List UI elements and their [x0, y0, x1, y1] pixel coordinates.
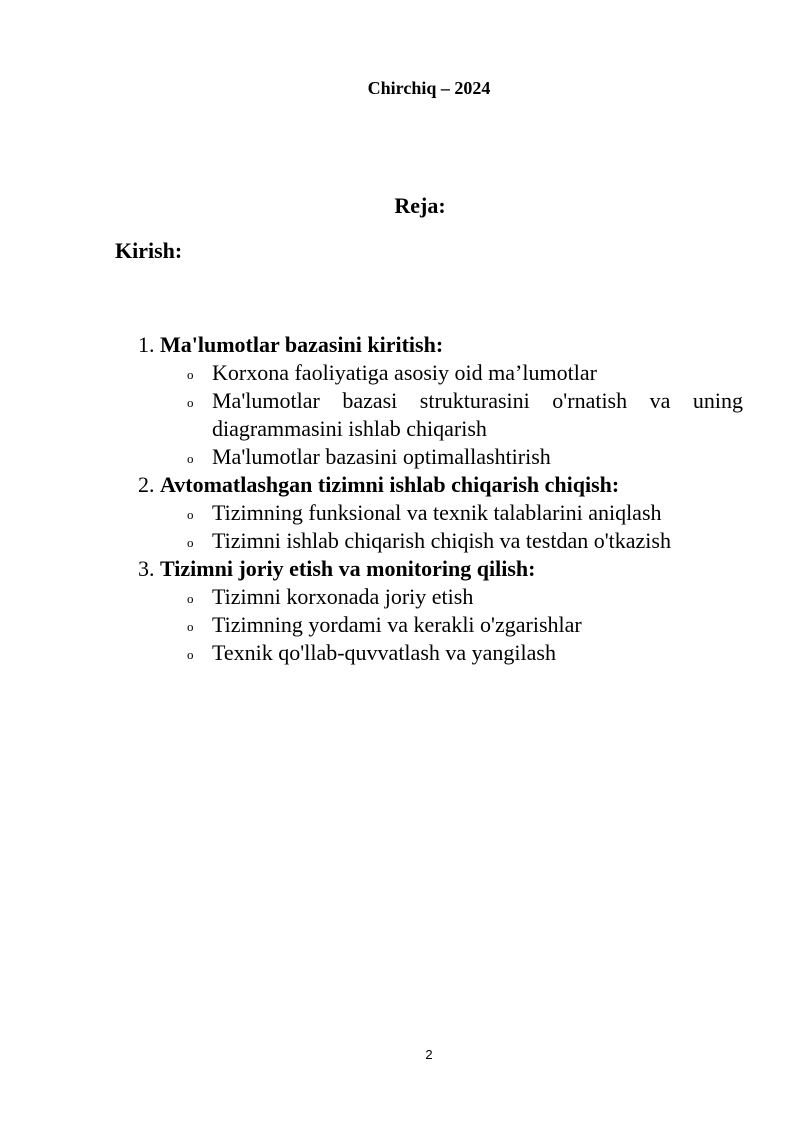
section-number: 3. — [138, 556, 155, 581]
section-number: 2. — [138, 472, 155, 497]
bullet-icon: o — [187, 619, 194, 634]
plan-item-text: Ma'lumotlar bazasini optimallashtirish — [212, 444, 551, 469]
plan-section — [138, 471, 743, 499]
plan-item-text: Tizimni ishlab chiqarish chiqish va testdan o'tkazish — [212, 528, 671, 553]
section-title: Tizimni joriy etish va monitoring qilish: — [160, 556, 536, 581]
section-title: Avtomatlashgan tizimni ishlab chiqarish chiqish: — [160, 472, 620, 497]
bullet-icon: o — [187, 451, 194, 466]
plan-item — [138, 387, 743, 443]
city-year-heading: Chirchiq – 2024 — [367, 78, 491, 98]
plan-item — [138, 443, 743, 471]
plan-item-text: Ma'lumotlar bazasi strukturasini o'rnatish va uning diagrammasini ishlab chiqarish — [212, 388, 743, 441]
bullet-icon: o — [187, 591, 194, 606]
plan-title: Reja: — [394, 193, 446, 218]
plan-item — [138, 611, 743, 639]
plan-item-text: Korxona faoliyatiga asosiy oid ma’lumotlar — [212, 360, 597, 385]
plan-item — [138, 499, 743, 527]
plan-item-text: Tizimning funksional va texnik talablarini aniqlash — [212, 500, 662, 525]
section-title: Ma'lumotlar bazasini kiritish: — [160, 332, 444, 357]
plan-item — [138, 359, 743, 387]
plan-item-text: Texnik qo'llab-quvvatlash va yangilash — [212, 640, 556, 665]
plan-item — [138, 639, 743, 667]
bullet-icon: o — [187, 535, 194, 550]
bullet-icon: o — [187, 395, 194, 410]
plan-list — [138, 331, 743, 667]
introduction-heading: Kirish: — [115, 238, 183, 263]
plan-item-text: Tizimni korxonada joriy etish — [212, 584, 474, 609]
plan-section — [138, 555, 743, 583]
plan-item — [138, 527, 743, 555]
bullet-icon: o — [187, 367, 194, 382]
page-number: 2 — [425, 1047, 433, 1062]
section-number: 1. — [138, 332, 155, 357]
plan-item — [138, 583, 743, 611]
plan-item-text: Tizimning yordami va kerakli o'zgarishlar — [212, 612, 582, 637]
bullet-icon: o — [187, 647, 194, 662]
plan-section — [138, 331, 743, 359]
bullet-icon: o — [187, 507, 194, 522]
